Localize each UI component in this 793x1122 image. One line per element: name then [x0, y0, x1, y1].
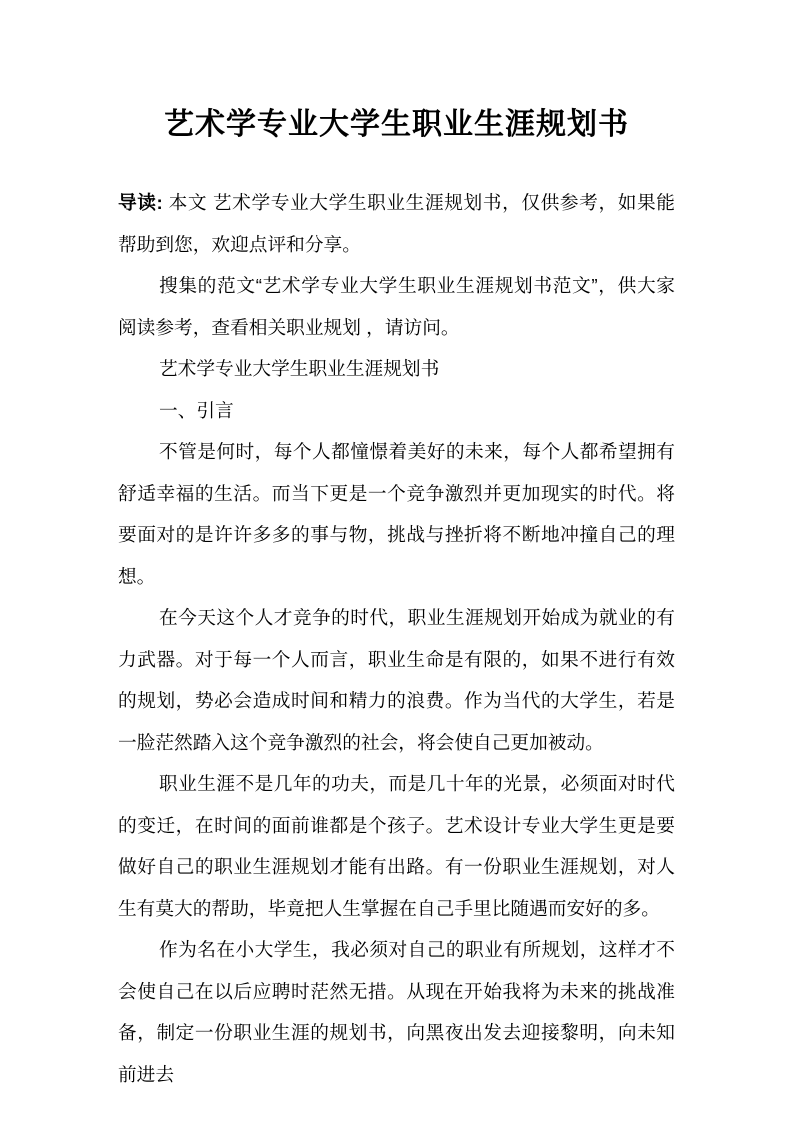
- document-title: 艺术学专业大学生职业生涯规划书: [164, 108, 629, 141]
- body-paragraph-3: 一、引言: [159, 399, 234, 421]
- body-paragraph-1: 搜集的范文“艺术学专业大学生职业生涯规划书范文”，供大家阅读参考，查看相关职业规划 ，请访问。: [118, 275, 675, 338]
- body-paragraph-2: 艺术学专业大学生职业生涯规划书: [159, 358, 440, 379]
- body-paragraph-4: 不管是何时，每个人都憧憬着美好的未来，每个人都希望拥有舒适幸福的生活。而当下更是一个竞争激烈并更加现实的时代。将要面对的是许许多多的事与物，挑战与挫折将不断地冲撞自己的理想。: [118, 441, 675, 587]
- body-paragraph-6: 职业生涯不是几年的功夫，而是几十年的光景，必须面对时代的变迁，在时间的面前谁都是个孩子。艺术设计专业大学生更是要做好自己的职业生涯规划才能有出路。有一份职业生涯规划，对人生有莫大的帮助，毕竟把人生掌握在自己手里比随遇而安好的多。: [118, 773, 675, 919]
- intro-paragraph: [118, 182, 675, 265]
- body-paragraph-5: 在今天这个人才竞争的时代，职业生涯规划开始成为就业的有力武器。对于每一个人而言，职业生命是有限的，如果不进行有效的规划，势必会造成时间和精力的浪费。作为当代的大学生，若是一脸茫然踏入这个竞争激烈的社会，将会使自己更加被动。: [118, 607, 675, 753]
- body-paragraph-7: 作为名在小大学生，我必须对自己的职业有所规划，这样才不会使自己在以后应聘时茫然无措。从现在开始我将为未来的挑战准备，制定一份职业生涯的规划书，向黑夜出发去迎接黎明，向未知前进去: [118, 939, 675, 1085]
- intro-text: 本文 艺术学专业大学生职业生涯规划书，仅供参考，如果能帮助到您，欢迎点评和分享。: [118, 192, 675, 255]
- intro-label: 导读:: [118, 192, 163, 213]
- page-content: [118, 0, 675, 1095]
- document-body: [118, 182, 675, 1095]
